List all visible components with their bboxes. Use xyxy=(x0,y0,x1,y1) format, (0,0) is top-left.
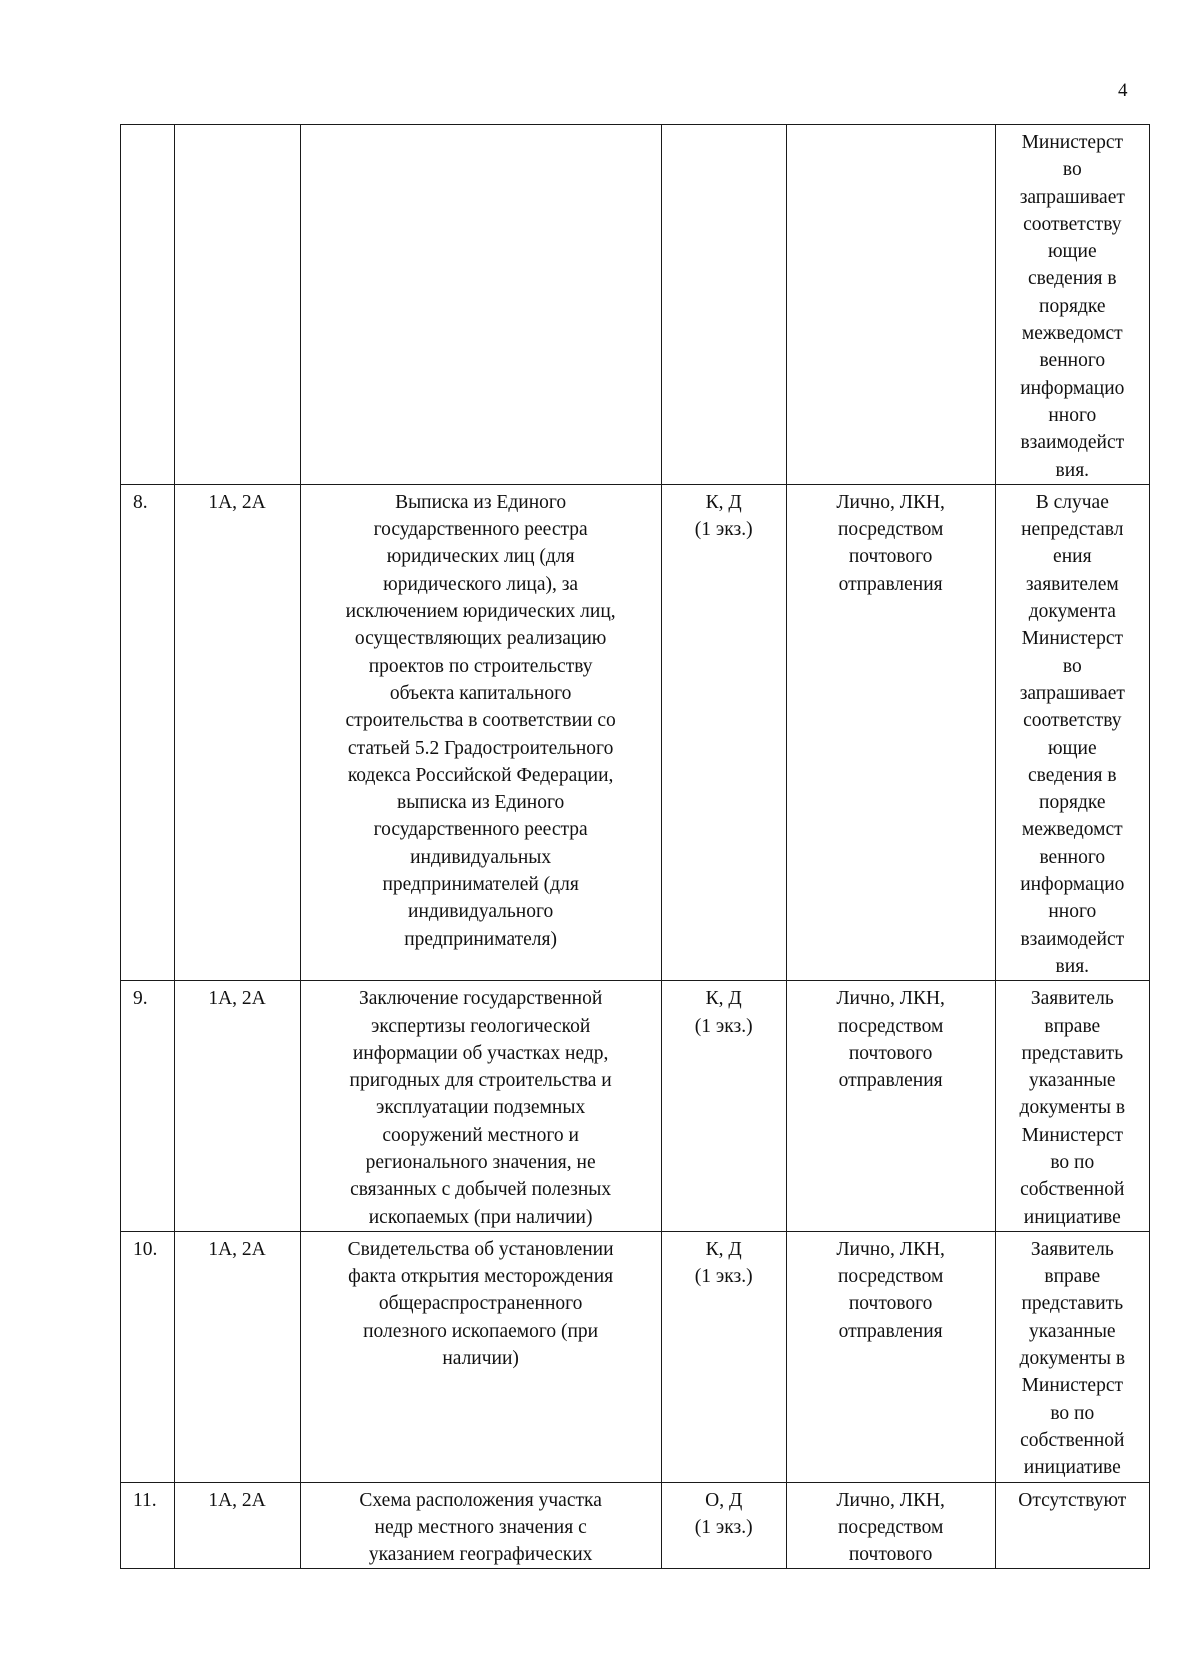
note-line: во xyxy=(1062,655,1082,677)
document-form-line: К, Д xyxy=(705,1238,742,1260)
document-name-line: исключением юридических лиц, xyxy=(345,601,616,623)
document-name-line: наличии) xyxy=(442,1348,519,1370)
submission-method-line: Лично, ЛКН, xyxy=(836,491,945,513)
note-line: взаимодейст xyxy=(1020,432,1125,454)
document-form-cell xyxy=(661,981,786,1232)
note-line: непредставл xyxy=(1021,519,1124,541)
document-name-line: связанных с добычей полезных xyxy=(350,1179,612,1201)
note-line: Заявитель xyxy=(1030,988,1114,1010)
note-line: ющие xyxy=(1047,737,1097,759)
note-line: информацио xyxy=(1020,377,1125,399)
submission-method-line: посредством xyxy=(837,1266,944,1288)
document-name-line: юридического лица), за xyxy=(383,573,579,595)
category-cell xyxy=(174,1482,300,1569)
note-line: документы в xyxy=(1019,1348,1126,1370)
document-name-line: Заключение государственной xyxy=(358,988,603,1010)
table-row xyxy=(121,125,1150,485)
document-name-line: общераспространенного xyxy=(378,1293,583,1315)
note-line: во по xyxy=(1050,1151,1095,1173)
note-line: ющие xyxy=(1047,241,1097,263)
submission-method-cell xyxy=(786,484,995,980)
note-line: соответству xyxy=(1023,710,1122,732)
document-name-line: кодекса Российской Федерации, xyxy=(347,764,614,786)
note-line: нного xyxy=(1048,404,1097,426)
note-line: нного xyxy=(1048,901,1097,923)
document-name-line: строительства в соответствии со xyxy=(345,710,616,732)
document-name-line: полезного ископаемого (при xyxy=(363,1320,599,1342)
note-line: ения xyxy=(1053,546,1092,568)
note-line: запрашивает xyxy=(1019,186,1125,208)
note-line: документы в xyxy=(1019,1097,1126,1119)
document-name-line: юридических лиц (для xyxy=(386,546,575,568)
note-line: Министерст xyxy=(1021,628,1123,650)
category-cell xyxy=(174,1231,300,1482)
row-number-cell xyxy=(121,125,175,485)
note-line: во xyxy=(1062,159,1082,181)
document-name-line: индивидуального xyxy=(408,901,554,923)
submission-method-line: отправления xyxy=(838,573,943,595)
document-name-line: недр местного значения с xyxy=(374,1516,587,1538)
category-cell xyxy=(174,981,300,1232)
category-text: 1А, 2А xyxy=(208,1238,266,1260)
note-cell xyxy=(995,484,1149,980)
category-cell xyxy=(174,125,300,485)
row-number-text: 9. xyxy=(133,988,148,1010)
note-line: вправе xyxy=(1044,1015,1101,1037)
document-name-line: ископаемых (при наличии) xyxy=(368,1206,593,1228)
row-number-text: 10. xyxy=(133,1238,158,1260)
note-line: представить xyxy=(1021,1042,1124,1064)
document-form-line: (1 экз.) xyxy=(694,1015,753,1037)
document-form-line: О, Д xyxy=(705,1489,743,1511)
document-name-line: осуществляющих реализацию xyxy=(354,628,607,650)
note-line: Министерст xyxy=(1021,1124,1123,1146)
submission-method-line: отправления xyxy=(838,1320,943,1342)
document-name-line: проектов по строительству xyxy=(368,655,593,677)
row-number-text: 8. xyxy=(133,491,148,513)
row-number-cell xyxy=(121,1231,175,1482)
note-line: информацио xyxy=(1020,874,1125,896)
document-name-cell xyxy=(300,484,661,980)
note-line: собственной xyxy=(1020,1429,1125,1451)
document-name-line: индивидуальных xyxy=(410,846,552,868)
document-name-line: факта открытия месторождения xyxy=(348,1266,614,1288)
document-name-line: государственного реестра xyxy=(373,819,588,841)
document-form-cell xyxy=(661,484,786,980)
document-name-line: Схема расположения участка xyxy=(359,1489,602,1511)
note-line: вия. xyxy=(1055,955,1090,977)
note-line: венного xyxy=(1039,350,1106,372)
table-row xyxy=(121,981,1150,1232)
note-line: представить xyxy=(1021,1293,1124,1315)
submission-method-line: почтового xyxy=(848,1042,933,1064)
document-form-line: (1 экз.) xyxy=(694,1516,753,1538)
document-form-line: К, Д xyxy=(705,988,742,1010)
note-line: указанные xyxy=(1029,1320,1116,1342)
document-name-line: предпринимателя) xyxy=(404,928,557,950)
document-name-line: государственного реестра xyxy=(373,519,588,541)
note-line: собственной xyxy=(1020,1179,1125,1201)
document-form-line: (1 экз.) xyxy=(694,1266,753,1288)
note-line: заявителем xyxy=(1025,573,1119,595)
document-name-line: информации об участках недр, xyxy=(352,1042,609,1064)
submission-method-line: почтового xyxy=(848,546,933,568)
note-line: порядке xyxy=(1039,295,1106,317)
note-line: взаимодейст xyxy=(1020,928,1125,950)
note-line: вия. xyxy=(1055,459,1090,481)
submission-method-line: Лично, ЛКН, xyxy=(836,1238,945,1260)
documents-table xyxy=(120,124,1150,1569)
note-cell xyxy=(995,125,1149,485)
category-text: 1А, 2А xyxy=(208,988,266,1010)
document-form-cell xyxy=(661,1231,786,1482)
note-line: документа xyxy=(1028,601,1116,623)
note-line: венного xyxy=(1039,846,1106,868)
document-name-line: статьей 5.2 Градостроительного xyxy=(347,737,614,759)
submission-method-line: почтового xyxy=(848,1544,933,1566)
document-name-cell xyxy=(300,1482,661,1569)
submission-method-line: Лично, ЛКН, xyxy=(836,988,945,1010)
note-line: межведомст xyxy=(1021,819,1123,841)
note-line: Министерст xyxy=(1021,1375,1123,1397)
document-name-line: регионального значения, не xyxy=(365,1151,596,1173)
document-form-cell xyxy=(661,1482,786,1569)
note-line: межведомст xyxy=(1021,323,1123,345)
note-line: инициативе xyxy=(1023,1457,1121,1479)
document-name-cell xyxy=(300,125,661,485)
category-cell xyxy=(174,484,300,980)
note-line: В случае xyxy=(1035,491,1109,513)
document-name-line: эксплуатации подземных xyxy=(376,1097,586,1119)
category-text: 1А, 2А xyxy=(208,1489,266,1511)
submission-method-line: посредством xyxy=(837,1015,944,1037)
note-line: сведения в xyxy=(1027,764,1117,786)
note-line: инициативе xyxy=(1023,1206,1121,1228)
table-body xyxy=(121,125,1150,1569)
document-name-line: сооружений местного и xyxy=(382,1124,579,1146)
note-cell xyxy=(995,981,1149,1232)
submission-method-line: почтового xyxy=(848,1293,933,1315)
note-line: Министерст xyxy=(1021,132,1123,153)
note-line: вправе xyxy=(1044,1266,1101,1288)
document-form-line: (1 экз.) xyxy=(694,519,753,541)
document-name-line: Выписка из Единого xyxy=(395,491,567,513)
document-form-cell xyxy=(661,125,786,485)
submission-method-line: Лично, ЛКН, xyxy=(836,1489,945,1511)
document-name-line: выписка из Единого xyxy=(396,792,565,814)
document-name-line: пригодных для строительства и xyxy=(349,1070,612,1092)
row-number-cell xyxy=(121,1482,175,1569)
document-form-line: К, Д xyxy=(705,491,742,513)
table-row xyxy=(121,1482,1150,1569)
note-line: соответству xyxy=(1023,213,1122,235)
submission-method-line: посредством xyxy=(837,519,944,541)
document-name-line: объекта капитального xyxy=(389,682,572,704)
submission-method-cell xyxy=(786,125,995,485)
row-number-cell xyxy=(121,981,175,1232)
note-line: Заявитель xyxy=(1030,1238,1114,1260)
note-line: указанные xyxy=(1029,1070,1116,1092)
note-line: Отсутствуют xyxy=(1018,1489,1127,1511)
submission-method-line: отправления xyxy=(838,1070,943,1092)
submission-method-line: посредством xyxy=(837,1516,944,1538)
category-text: 1А, 2А xyxy=(208,491,266,513)
row-number-text: 11. xyxy=(133,1489,157,1511)
document-name-line: предпринимателей (для xyxy=(382,874,579,896)
document-name-cell xyxy=(300,1231,661,1482)
note-cell xyxy=(995,1231,1149,1482)
page-number: 4 xyxy=(1118,80,1128,101)
document-name-cell xyxy=(300,981,661,1232)
submission-method-cell xyxy=(786,981,995,1232)
submission-method-cell xyxy=(786,1482,995,1569)
note-line: сведения в xyxy=(1027,268,1117,290)
note-line: во по xyxy=(1050,1402,1095,1424)
table-row xyxy=(121,484,1150,980)
note-line: порядке xyxy=(1039,792,1106,814)
document-name-line: указанием географических xyxy=(368,1544,593,1566)
submission-method-cell xyxy=(786,1231,995,1482)
document-name-line: Свидетельства об установлении xyxy=(347,1238,614,1260)
row-number-cell xyxy=(121,484,175,980)
document-name-line: экспертизы геологической xyxy=(370,1015,591,1037)
note-cell xyxy=(995,1482,1149,1569)
table-row xyxy=(121,1231,1150,1482)
note-line: запрашивает xyxy=(1019,682,1125,704)
